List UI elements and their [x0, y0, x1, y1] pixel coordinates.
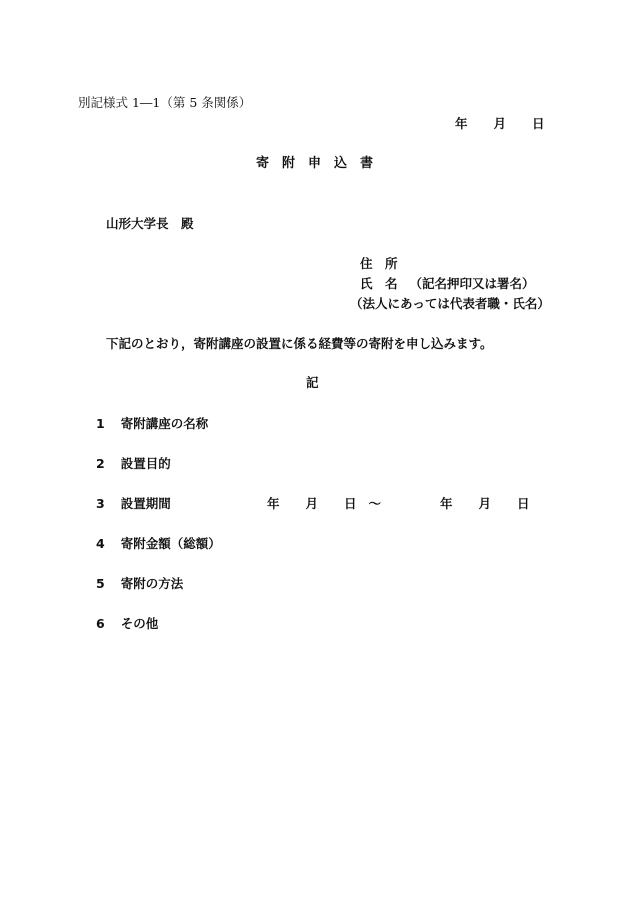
form-number: 別記様式 1―1（第 5 条関係）	[78, 95, 252, 110]
date-line	[455, 118, 545, 131]
intro-text: 下記のとおり，寄附講座の設置に係る経費等の寄附を申し込みます。	[106, 336, 493, 351]
date-day: 日	[532, 116, 545, 131]
item-3	[96, 498, 171, 511]
item-number: 4	[96, 536, 105, 551]
addressee: 山形大学長 殿	[106, 216, 194, 231]
item-1	[96, 418, 208, 431]
item-label: 寄附の方法	[120, 576, 184, 591]
period-end-year: 年	[440, 496, 453, 511]
item-2	[96, 458, 171, 471]
period-end	[440, 498, 530, 511]
ki-heading: 記	[306, 375, 319, 390]
period-start-year: 年	[267, 496, 280, 511]
period-start-month: 月	[305, 496, 319, 511]
period-start-day: 日	[344, 496, 357, 511]
item-number: 2	[96, 456, 105, 471]
item-number: 6	[96, 616, 105, 631]
period-end-day: 日	[517, 496, 530, 511]
name-label: 氏 名	[360, 276, 398, 291]
period-end-month: 月	[478, 496, 492, 511]
document-title: 寄 附 申 込 書	[256, 156, 374, 171]
item-label: 設置目的	[120, 456, 171, 471]
item-label: 寄附金額（総額）	[120, 536, 221, 551]
item-number: 1	[96, 416, 105, 431]
item-label: 寄附講座の名称	[120, 416, 209, 431]
item-4	[96, 538, 221, 551]
period-start	[267, 498, 381, 511]
corporate-note: （法人にあっては代表者職・氏名）	[350, 296, 550, 311]
item-label: その他	[120, 616, 159, 631]
item-label: 設置期間	[120, 496, 171, 511]
address-label: 住 所	[360, 256, 398, 271]
item-number: 3	[96, 496, 105, 511]
date-month: 月	[493, 116, 507, 131]
name-line	[360, 278, 535, 291]
period-separator: ～	[368, 496, 382, 511]
name-note: （記名押印又は署名）	[409, 276, 535, 291]
item-number: 5	[96, 576, 105, 591]
item-5	[96, 578, 183, 591]
date-year: 年	[455, 116, 468, 131]
item-6	[96, 618, 158, 631]
